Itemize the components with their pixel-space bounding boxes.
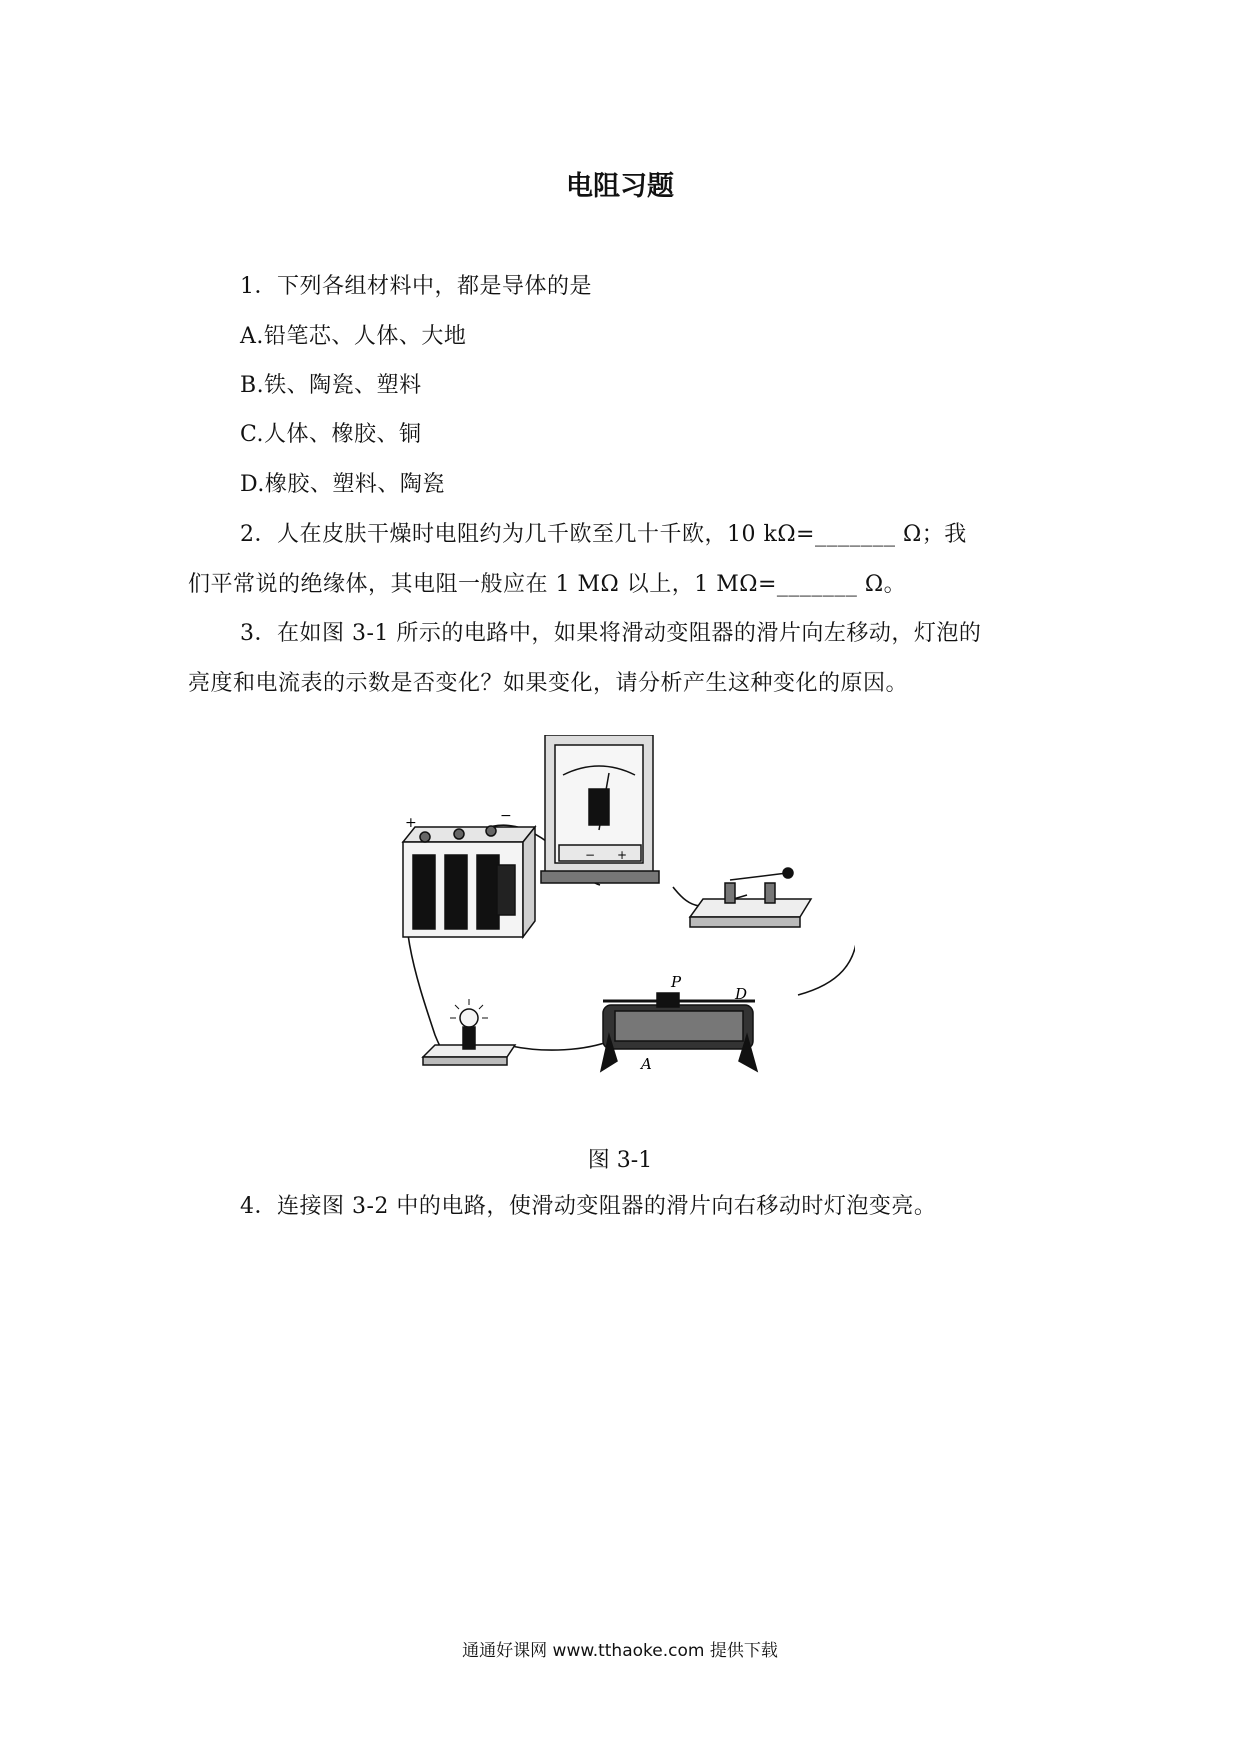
battery-minus-label: −	[500, 808, 512, 824]
question-1-option-b: B.铁、陶瓷、塑料	[240, 373, 422, 398]
circuit-figure	[395, 735, 855, 1095]
ammeter-minus-label: −	[585, 848, 596, 862]
wire-switch-to-rheostat	[798, 920, 855, 995]
battery	[403, 826, 535, 937]
wire-bulb-to-rheostat	[511, 1040, 613, 1050]
question-2-line-1: 2．人在皮肤干燥时电阻约为几千欧至几十千欧，10 kΩ=_______ Ω；我	[240, 522, 967, 547]
circuit-diagram	[395, 735, 855, 1095]
figure-caption: 图 3-1	[587, 1148, 653, 1173]
question-1-option-d: D.橡胶、塑料、陶瓷	[240, 472, 445, 497]
rheostat	[601, 993, 757, 1071]
question-4-line-1: 4．连接图 3-2 中的电路，使滑动变阻器的滑片向右移动时灯泡变亮。	[240, 1194, 937, 1219]
terminal-d-label: D	[735, 985, 748, 1003]
slider-p-label: P	[671, 973, 682, 991]
ammeter-plus-label: +	[617, 848, 628, 862]
light-bulb	[423, 999, 515, 1065]
question-2-line-2: 们平常说的绝缘体，其电阻一般应在 1 MΩ 以上，1 MΩ=_______ Ω。	[188, 572, 907, 597]
page-title: 电阻习题	[566, 171, 674, 202]
question-3-line-1: 3．在如图 3-1 所示的电路中，如果将滑动变阻器的滑片向左移动，灯泡的	[240, 621, 982, 646]
question-1-option-c: C.人体、橡胶、铜	[240, 422, 422, 447]
footer-source: 通通好课网 www.tthaoke.com 提供下载	[462, 1641, 778, 1661]
switch	[690, 868, 811, 927]
question-1-stem: 1．下列各组材料中，都是导体的是	[240, 274, 592, 299]
battery-plus-label: +	[405, 815, 417, 831]
question-1-option-a: A.铅笔芯、人体、大地	[240, 324, 467, 349]
ammeter	[541, 735, 659, 883]
terminal-a-label: A	[641, 1055, 652, 1073]
question-3-line-2: 亮度和电流表的示数是否变化？如果变化，请分析产生这种变化的原因。	[188, 671, 909, 696]
